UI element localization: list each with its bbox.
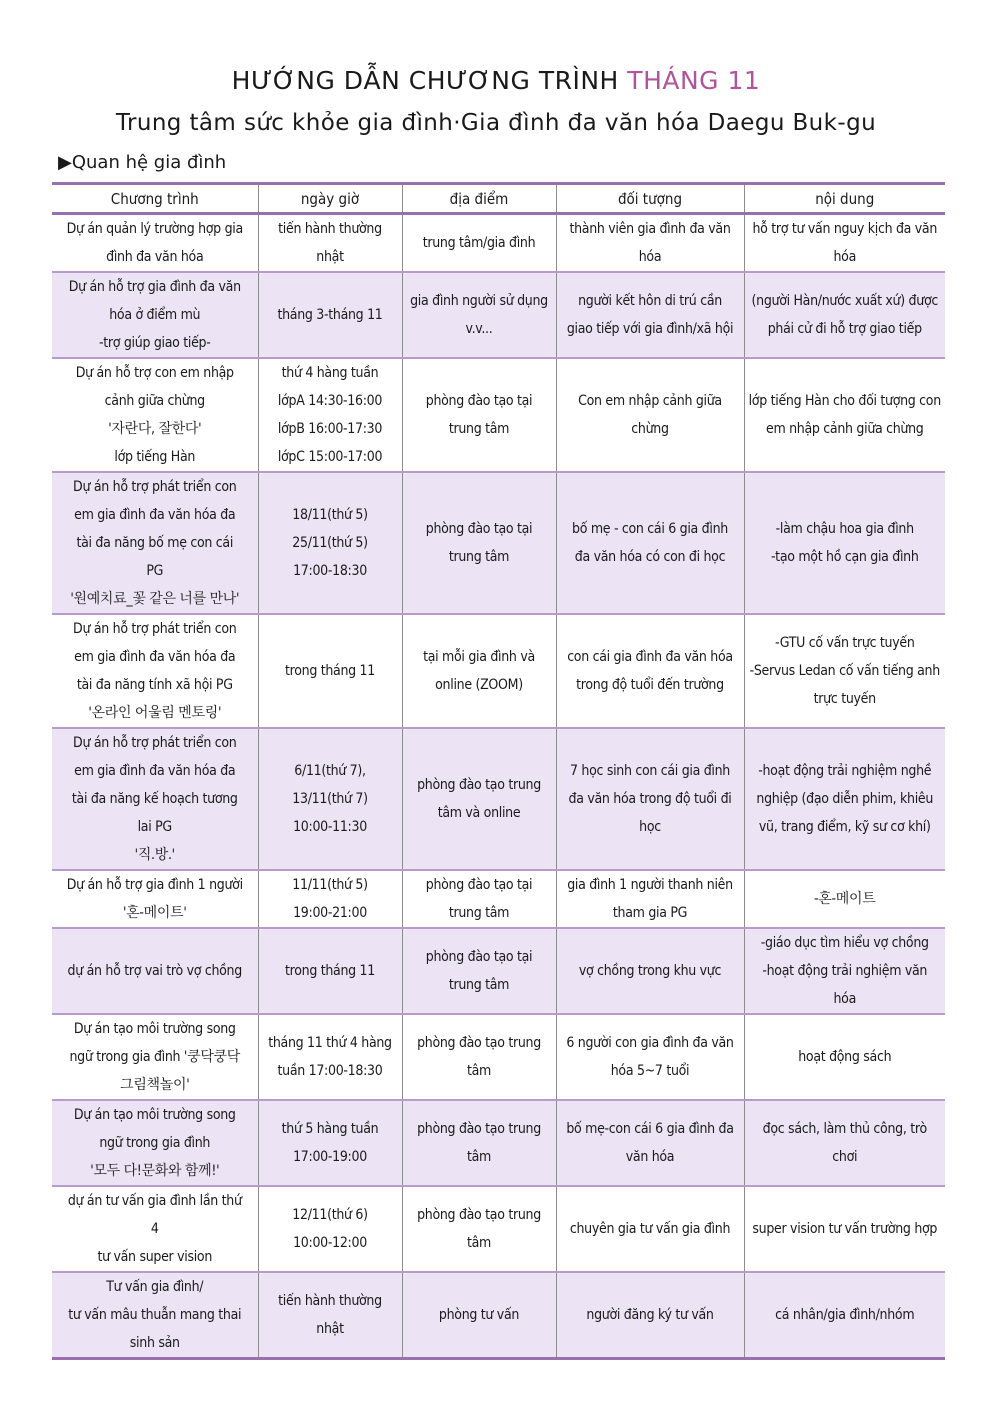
cell-line: tâm — [466, 1235, 492, 1251]
cell-time — [258, 214, 402, 273]
cell-line: Dự án tạo môi trường song — [73, 1021, 236, 1037]
cell-place — [402, 272, 556, 358]
cell-line: trong độ tuổi đến trường — [576, 677, 724, 693]
cell-line: Dự án hỗ trợ phát triển con — [73, 621, 237, 637]
cell-line: tháng 11 thứ 4 hàng — [268, 1035, 392, 1051]
column-header-program: Chương trình — [52, 184, 258, 214]
cell-line: lớp tiếng Hàn — [114, 449, 196, 465]
cell-line: văn hóa — [625, 1149, 675, 1165]
cell-line: 10:00-11:30 — [293, 819, 367, 835]
cell-program — [52, 1186, 258, 1272]
cell-place — [402, 870, 556, 928]
program-table — [52, 182, 945, 1360]
cell-line: thứ 4 hàng tuần — [281, 365, 379, 381]
cell-place — [402, 214, 556, 273]
cell-target — [556, 928, 744, 1014]
cell-content — [744, 1272, 945, 1359]
cell-line: hóa ở điểm mù — [109, 307, 201, 323]
cell-time — [258, 1014, 402, 1100]
cell-line: lớpB 16:00-17:30 — [277, 421, 383, 437]
cell-place — [402, 472, 556, 614]
cell-target — [556, 870, 744, 928]
cell-line: tài đa năng bố mẹ con cái — [76, 535, 234, 551]
cell-line: em gia đình đa văn hóa đa — [74, 649, 236, 665]
cell-line: phái cử đi hỗ trợ giao tiếp — [767, 321, 922, 337]
cell-target — [556, 358, 744, 472]
cell-place — [402, 1100, 556, 1186]
cell-place — [402, 1272, 556, 1359]
cell-line: bố mẹ - con cái 6 gia đình — [572, 521, 728, 537]
cell-line: chừng — [631, 421, 669, 437]
cell-content — [744, 728, 945, 870]
cell-line: hóa — [833, 249, 856, 265]
cell-line: online (ZOOM) — [435, 677, 523, 693]
cell-line: v.v... — [465, 321, 493, 337]
cell-line: hóa — [638, 249, 662, 265]
cell-line: gia đình người sử dụng — [410, 293, 548, 309]
cell-line: dự án hỗ trợ vai trò vợ chồng — [67, 963, 242, 979]
cell-content — [744, 1014, 945, 1100]
cell-target — [556, 272, 744, 358]
cell-time — [258, 870, 402, 928]
cell-content — [744, 1100, 945, 1186]
title-main: HƯỚNG DẪN CHƯƠNG TRÌNH — [231, 66, 619, 95]
table-body — [52, 214, 945, 1359]
cell-line: cảnh giữa chừng — [104, 393, 205, 409]
cell-line: vợ chồng trong khu vực — [578, 963, 722, 979]
cell-line: trung tâm/gia đình — [422, 235, 536, 251]
cell-content — [744, 472, 945, 614]
cell-line: hỗ trợ tư vấn nguy kịch đa văn — [752, 221, 938, 237]
cell-target — [556, 1272, 744, 1359]
cell-line: tiến hành thường — [278, 1293, 382, 1309]
table-row — [52, 272, 945, 358]
cell-line: chơi — [832, 1149, 858, 1165]
cell-line: nghiệp (đạo diễn phim, khiêu — [756, 791, 934, 807]
cell-line: '직.방.' — [134, 847, 175, 863]
cell-line: tâm — [466, 1149, 492, 1165]
title-month: THÁNG 11 — [627, 66, 761, 95]
table-row — [52, 1014, 945, 1100]
cell-time — [258, 272, 402, 358]
cell-target — [556, 214, 744, 273]
cell-line: con cái gia đình đa văn hóa — [567, 649, 733, 665]
cell-line: phòng đào tạo trung — [417, 777, 541, 793]
cell-program — [52, 1014, 258, 1100]
cell-line: -혼-메이트 — [814, 891, 876, 907]
cell-line: em nhập cảnh giữa chừng — [766, 421, 924, 437]
cell-line: gia đình 1 người thanh niên — [567, 877, 733, 893]
cell-line: '혼-메이트' — [123, 905, 187, 921]
cell-content — [744, 870, 945, 928]
cell-time — [258, 1272, 402, 1359]
cell-line: thành viên gia đình đa văn — [569, 221, 731, 237]
cell-line: người kết hôn di trú cần — [578, 293, 722, 309]
cell-line: 13/11(thứ 7) — [292, 791, 368, 807]
cell-line: 18/11(thứ 5) — [292, 507, 368, 523]
cell-place — [402, 614, 556, 728]
cell-line: tháng 3-tháng 11 — [277, 307, 383, 323]
cell-time — [258, 928, 402, 1014]
cell-line: (người Hàn/nước xuất xứ) được — [751, 293, 938, 309]
cell-line: phòng đào tạo tại — [425, 877, 533, 893]
cell-line: phòng tư vấn — [438, 1307, 520, 1323]
cell-line: Dự án hỗ trợ gia đình 1 người — [66, 877, 243, 893]
cell-line: tâm — [466, 1063, 492, 1079]
cell-line: nhật — [316, 249, 344, 265]
cell-line: PG — [146, 563, 164, 579]
cell-line: -tạo một hồ cạn gia đình — [770, 549, 919, 565]
cell-line: hóa — [833, 991, 856, 1007]
cell-line: dự án tư vấn gia đình lần thứ — [67, 1193, 242, 1209]
cell-line: giao tiếp với gia đình/xã hội — [566, 321, 734, 337]
cell-time — [258, 358, 402, 472]
cell-line: ngữ trong gia đình — [99, 1135, 211, 1151]
cell-line: trung tâm — [448, 549, 510, 565]
table-row — [52, 1272, 945, 1359]
cell-line: tài đa năng kế hoạch tương — [71, 791, 238, 807]
cell-line: phòng đào tạo tại — [425, 393, 533, 409]
cell-line: tham gia PG — [612, 905, 688, 921]
page-subtitle: Trung tâm sức khỏe gia đình·Gia đình đa văn hóa Daegu Buk-gu — [115, 110, 877, 136]
cell-line: phòng đào tạo tại — [425, 521, 533, 537]
cell-line: người đăng ký tư vấn — [586, 1307, 714, 1323]
cell-line: 6 người con gia đình đa văn — [566, 1035, 734, 1051]
table-row — [52, 614, 945, 728]
cell-line: tư vấn super vision — [97, 1249, 213, 1265]
cell-time — [258, 472, 402, 614]
cell-line: trực tuyến — [813, 691, 876, 707]
cell-target — [556, 472, 744, 614]
cell-line: -làm chậu hoa gia đình — [775, 521, 914, 537]
cell-line: hoạt động sách — [798, 1049, 892, 1065]
table-row — [52, 472, 945, 614]
cell-target — [556, 1186, 744, 1272]
cell-program — [52, 214, 258, 273]
cell-target — [556, 614, 744, 728]
cell-target — [556, 1100, 744, 1186]
cell-line: Dự án quản lý trường hợp gia — [66, 221, 243, 237]
table-row — [52, 358, 945, 472]
cell-line: -giáo dục tìm hiểu vợ chồng — [760, 935, 929, 951]
cell-line: trong tháng 11 — [285, 963, 375, 979]
cell-line: phòng đào tạo tại — [425, 949, 533, 965]
cell-line: 4 — [150, 1221, 159, 1237]
table-row — [52, 1186, 945, 1272]
table-row — [52, 728, 945, 870]
cell-line: Dự án hỗ trợ gia đình đa văn — [68, 279, 241, 295]
cell-line: cá nhân/gia đình/nhóm — [775, 1307, 915, 1323]
cell-line: 7 học sinh con cái gia đình — [570, 763, 730, 779]
cell-program — [52, 728, 258, 870]
cell-line: đa văn hóa trong độ tuổi đi — [568, 791, 732, 807]
cell-target — [556, 728, 744, 870]
cell-program — [52, 1100, 258, 1186]
cell-content — [744, 272, 945, 358]
cell-content — [744, 928, 945, 1014]
cell-line: trung tâm — [448, 421, 510, 437]
column-header-content: nội dung — [744, 184, 945, 214]
cell-program — [52, 272, 258, 358]
cell-line: tư vấn mâu thuẫn mang thai — [68, 1307, 242, 1323]
cell-line: hóa 5~7 tuổi — [610, 1063, 690, 1079]
cell-line: Dự án tạo môi trường song — [73, 1107, 236, 1123]
cell-line: -GTU cố vấn trực tuyến — [774, 635, 915, 651]
cell-line: bố mẹ-con cái 6 gia đình đa — [566, 1121, 734, 1137]
column-header-time: ngày giờ — [258, 184, 402, 214]
page-title — [0, 66, 992, 95]
cell-place — [402, 1186, 556, 1272]
cell-program — [52, 1272, 258, 1359]
cell-time — [258, 1186, 402, 1272]
cell-line: em gia đình đa văn hóa đa — [74, 763, 236, 779]
cell-line: -hoạt động trải nghiệm nghề — [758, 763, 932, 779]
cell-line: 25/11(thứ 5) — [292, 535, 368, 551]
cell-line: trung tâm — [448, 905, 510, 921]
cell-program — [52, 472, 258, 614]
table-row — [52, 870, 945, 928]
cell-line: trung tâm — [448, 977, 510, 993]
cell-line: lai PG — [137, 819, 172, 835]
cell-program — [52, 870, 258, 928]
cell-place — [402, 358, 556, 472]
cell-line: lớpC 15:00-17:00 — [277, 449, 383, 465]
cell-content — [744, 214, 945, 273]
cell-line: 12/11(thứ 6) — [292, 1207, 368, 1223]
section-heading: ▶Quan hệ gia đình — [58, 152, 227, 173]
cell-line: '온라인 어울림 멘토링' — [88, 705, 222, 721]
cell-line: nhật — [316, 1321, 344, 1337]
cell-content — [744, 614, 945, 728]
cell-line: lớp tiếng Hàn cho đối tượng con — [748, 393, 941, 409]
cell-program — [52, 928, 258, 1014]
cell-line: tại mỗi gia đình và — [423, 649, 535, 665]
cell-line: Dự án hỗ trợ con em nhập — [75, 365, 234, 381]
cell-line: đình đa văn hóa — [106, 249, 204, 265]
cell-line: 11/11(thứ 5) — [292, 877, 368, 893]
cell-line: tuần 17:00-18:30 — [277, 1063, 383, 1079]
cell-line: Tư vấn gia đình/ — [106, 1279, 204, 1295]
cell-line: đọc sách, làm thủ công, trò — [762, 1121, 927, 1137]
table-row — [52, 214, 945, 273]
cell-time — [258, 728, 402, 870]
cell-place — [402, 928, 556, 1014]
table-row — [52, 1100, 945, 1186]
cell-line: ngữ trong gia đình '쿵닥쿵닥 — [69, 1049, 240, 1065]
cell-line: 17:00-18:30 — [293, 563, 367, 579]
cell-line: '모두 다!문화와 함께!' — [90, 1163, 220, 1179]
cell-line: chuyên gia tư vấn gia đình — [569, 1221, 731, 1237]
cell-line: -trợ giúp giao tiếp- — [99, 335, 211, 351]
cell-line: tiến hành thường — [278, 221, 382, 237]
cell-line: -Servus Ledan cố vấn tiếng anh — [749, 663, 940, 679]
cell-line: '원예치료_꽃 같은 너를 만나' — [70, 591, 240, 607]
table-header-row — [52, 184, 945, 214]
cell-line: đa văn hóa có con đi học — [574, 549, 726, 565]
cell-line: '자란다, 잘한다' — [108, 421, 202, 437]
cell-line: 19:00-21:00 — [293, 905, 367, 921]
cell-line: phòng đào tạo trung — [417, 1035, 541, 1051]
cell-line: lớpA 14:30-16:00 — [277, 393, 383, 409]
cell-program — [52, 614, 258, 728]
cell-line: 6/11(thứ 7), — [294, 763, 366, 779]
cell-line: Dự án hỗ trợ phát triển con — [73, 735, 237, 751]
cell-line: thứ 5 hàng tuần — [281, 1121, 379, 1137]
cell-target — [556, 1014, 744, 1100]
cell-line: phòng đào tạo trung — [417, 1207, 541, 1223]
cell-content — [744, 358, 945, 472]
cell-line: phòng đào tạo trung — [417, 1121, 541, 1137]
cell-line: 그림책놀이' — [120, 1077, 190, 1093]
cell-line: em gia đình đa văn hóa đa — [74, 507, 236, 523]
cell-line: 17:00-19:00 — [293, 1149, 367, 1165]
column-header-place: địa điểm — [402, 184, 556, 214]
cell-place — [402, 728, 556, 870]
cell-line: trong tháng 11 — [285, 663, 375, 679]
cell-line: Con em nhập cảnh giữa — [578, 393, 722, 409]
cell-program — [52, 358, 258, 472]
cell-line: sinh sản — [129, 1335, 180, 1351]
cell-time — [258, 614, 402, 728]
cell-place — [402, 1014, 556, 1100]
cell-time — [258, 1100, 402, 1186]
cell-line: -hoạt động trải nghiệm văn — [762, 963, 928, 979]
cell-line: tâm và online — [437, 805, 521, 821]
cell-line: super vision tư vấn trường hợp — [752, 1221, 938, 1237]
cell-line: Dự án hỗ trợ phát triển con — [73, 479, 237, 495]
cell-line: tài đa năng tính xã hội PG — [76, 677, 233, 693]
cell-content — [744, 1186, 945, 1272]
cell-line: 10:00-12:00 — [293, 1235, 367, 1251]
cell-line: học — [639, 819, 661, 835]
table-row — [52, 928, 945, 1014]
cell-line: vũ, trang điểm, kỹ sư cơ khí) — [758, 819, 931, 835]
column-header-target: đối tượng — [556, 184, 744, 214]
